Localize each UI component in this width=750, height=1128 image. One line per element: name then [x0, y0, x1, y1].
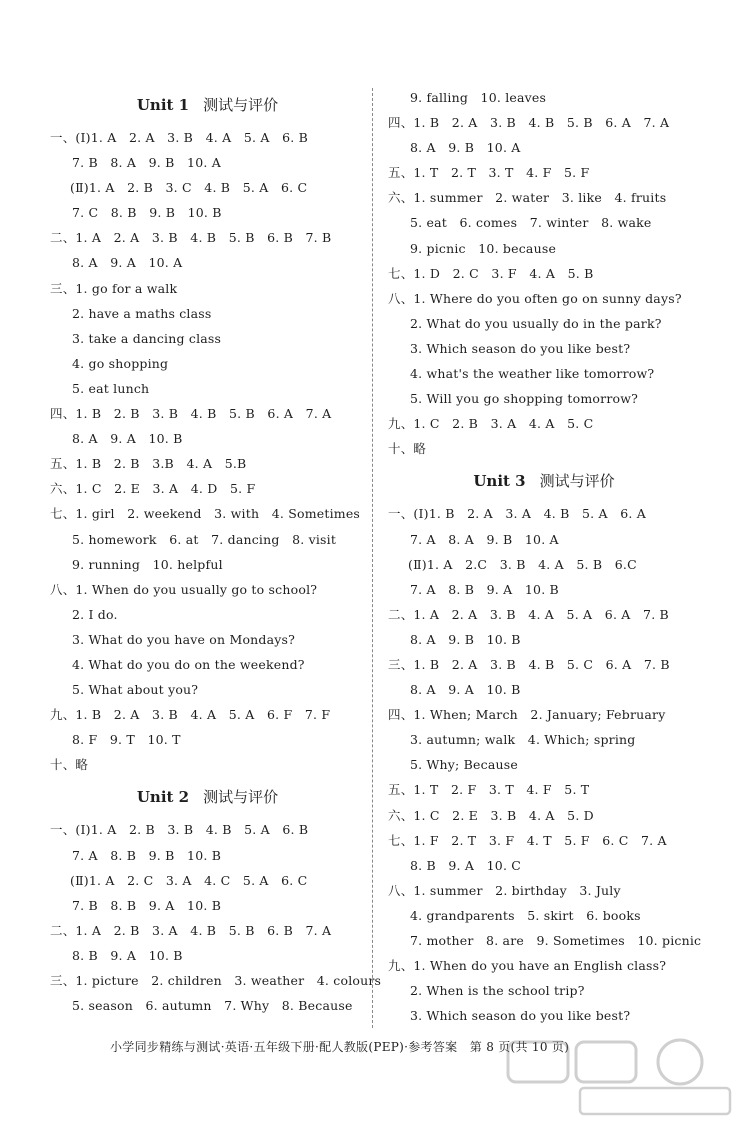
- answer-line: 十、略: [50, 757, 89, 773]
- answer-line: 一、(Ⅰ)1. B 2. A 3. A 4. B 5. A 6. A: [388, 506, 646, 522]
- answer-line: 8. B 9. A 10. B: [72, 947, 183, 963]
- answer-line: 7. A 8. A 9. B 10. A: [410, 531, 559, 547]
- answer-line: 三、1. picture 2. children 3. weather 4. colours: [50, 973, 382, 988]
- answer-line: 3. What do you have on Mondays?: [72, 631, 296, 647]
- unit1-heading: [50, 91, 365, 119]
- answer-line: 9. picnic 10. because: [410, 240, 557, 256]
- answer-line: 7. A 8. B 9. B 10. B: [72, 847, 222, 863]
- unit3-label: Unit 3: [473, 472, 526, 491]
- page-footer: 小学同步精练与测试·英语·五年级下册·配人教版(PEP)·参考答案 第 8 页(共 10 页): [110, 1040, 570, 1054]
- answer-line: 5. eat 6. comes 7. winter 8. wake: [410, 215, 652, 231]
- left-column: [50, 85, 382, 1018]
- unit2-title: 测试与评价: [203, 788, 279, 807]
- answer-line: 8. B 9. A 10. C: [410, 857, 522, 873]
- answer-line: 二、1. A 2. A 3. B 4. B 5. B 6. B 7. B: [50, 230, 332, 246]
- column-divider: [372, 88, 373, 1028]
- answer-line: 九、1. When do you have an English class?: [388, 958, 667, 974]
- answer-line: 5. season 6. autumn 7. Why 8. Because: [72, 998, 353, 1014]
- unit2-label: Unit 2: [136, 788, 190, 807]
- answer-line: (Ⅱ)1. A 2.C 3. B 4. A 5. B 6.C: [408, 556, 637, 572]
- answer-line: (Ⅱ)1. A 2. B 3. C 4. B 5. A 6. C: [70, 180, 308, 196]
- answer-line: 9. running 10. helpful: [72, 556, 223, 572]
- unit3-title: 测试与评价: [539, 472, 615, 491]
- answer-line: 9. falling 10. leaves: [410, 90, 547, 105]
- answer-line: 4. what's the weather like tomorrow?: [410, 366, 655, 382]
- answer-line: 六、1. C 2. E 3. B 4. A 5. D: [388, 807, 594, 823]
- answer-line: 7. mother 8. are 9. Sometimes 10. picnic: [410, 933, 702, 948]
- answer-line: 8. A 9. A 10. A: [72, 255, 183, 271]
- answer-line: 六、1. C 2. E 3. A 4. D 5. F: [50, 481, 256, 497]
- answer-line: 九、1. B 2. A 3. B 4. A 5. A 6. F 7. F: [50, 707, 331, 723]
- answer-line: 八、1. summer 2. birthday 3. July: [388, 882, 621, 898]
- answer-line: 8. A 9. B 10. B: [410, 631, 521, 647]
- answer-line: 7. C 8. B 9. B 10. B: [72, 205, 222, 221]
- answer-line: 五、1. B 2. B 3.B 4. A 5.B: [50, 456, 247, 472]
- answer-line: 四、1. B 2. A 3. B 4. B 5. B 6. A 7. A: [388, 115, 670, 131]
- answer-line: 5. homework 6. at 7. dancing 8. visit: [72, 531, 337, 547]
- answer-line: 8. F 9. T 10. T: [72, 732, 181, 748]
- answer-line: 八、1. Where do you often go on sunny days?: [388, 290, 682, 306]
- answer-line: 5. eat lunch: [72, 380, 150, 396]
- answer-line: 4. go shopping: [72, 355, 169, 371]
- answer-line: 四、1. B 2. B 3. B 4. B 5. B 6. A 7. A: [50, 406, 332, 422]
- answer-line: 7. B 8. A 9. B 10. A: [72, 155, 221, 171]
- answer-line: 一、(Ⅰ)1. A 2. A 3. B 4. A 5. A 6. B: [50, 130, 308, 145]
- answer-line: 7. B 8. B 9. A 10. B: [72, 897, 222, 913]
- answer-line: 一、(Ⅰ)1. A 2. B 3. B 4. B 5. A 6. B: [50, 822, 309, 838]
- answer-line: 4. What do you do on the weekend?: [72, 656, 305, 672]
- answer-line: 二、1. A 2. A 3. B 4. A 5. A 6. A 7. B: [388, 606, 669, 622]
- answer-line: 八、1. When do you usually go to school?: [50, 581, 318, 597]
- answer-line: 3. take a dancing class: [72, 330, 222, 346]
- unit1-label: Unit 1: [136, 96, 190, 114]
- unit1-title: 测试与评价: [203, 96, 279, 114]
- answer-line: 2. When is the school trip?: [410, 983, 585, 999]
- answer-line: 2. I do.: [72, 606, 118, 622]
- answer-line: 3. Which season do you like best?: [410, 340, 631, 356]
- answer-line: 3. autumn; walk 4. Which; spring: [410, 732, 636, 748]
- answer-line: 九、1. C 2. B 3. A 4. A 5. C: [388, 416, 594, 432]
- answer-line: 七、1. F 2. T 3. F 4. T 5. F 6. C 7. A: [388, 832, 667, 848]
- answer-line: 四、1. When; March 2. January; February: [388, 707, 666, 723]
- answer-line: 七、1. D 2. C 3. F 4. A 5. B: [388, 265, 594, 281]
- unit2-heading: [50, 783, 365, 811]
- answer-line: 4. grandparents 5. skirt 6. books: [410, 907, 641, 923]
- answer-line: 2. What do you usually do in the park?: [410, 315, 662, 331]
- answer-line: 三、1. B 2. A 3. B 4. B 5. C 6. A 7. B: [388, 656, 670, 672]
- answer-line: 五、1. T 2. F 3. T 4. F 5. T: [388, 782, 590, 798]
- answer-line: 8. A 9. A 10. B: [410, 682, 521, 698]
- answer-line: 5. Why; Because: [410, 757, 518, 773]
- answer-line: 2. have a maths class: [72, 305, 212, 321]
- answer-line: 8. A 9. B 10. A: [410, 140, 521, 156]
- answer-line: 三、1. go for a walk: [50, 280, 178, 296]
- answer-line: 六、1. summer 2. water 3. like 4. fruits: [388, 190, 667, 206]
- right-column: [388, 85, 700, 1028]
- answer-line: 7. A 8. B 9. A 10. B: [410, 581, 559, 597]
- unit3-heading: [388, 467, 700, 495]
- answer-line: 五、1. T 2. T 3. T 4. F 5. F: [388, 165, 590, 181]
- answer-line: 5. Will you go shopping tomorrow?: [410, 391, 639, 407]
- answer-line: 二、1. A 2. B 3. A 4. B 5. B 6. B 7. A: [50, 922, 332, 938]
- watermark-logo: [500, 1038, 740, 1118]
- answer-line: (Ⅱ)1. A 2. C 3. A 4. C 5. A 6. C: [70, 872, 308, 888]
- answer-line: 5. What about you?: [72, 682, 199, 698]
- answer-line: 十、略: [388, 441, 427, 457]
- answer-line: 8. A 9. A 10. B: [72, 431, 183, 447]
- answer-line: 七、1. girl 2. weekend 3. with 4. Sometimes: [50, 506, 361, 522]
- answer-line: 3. Which season do you like best?: [410, 1008, 631, 1024]
